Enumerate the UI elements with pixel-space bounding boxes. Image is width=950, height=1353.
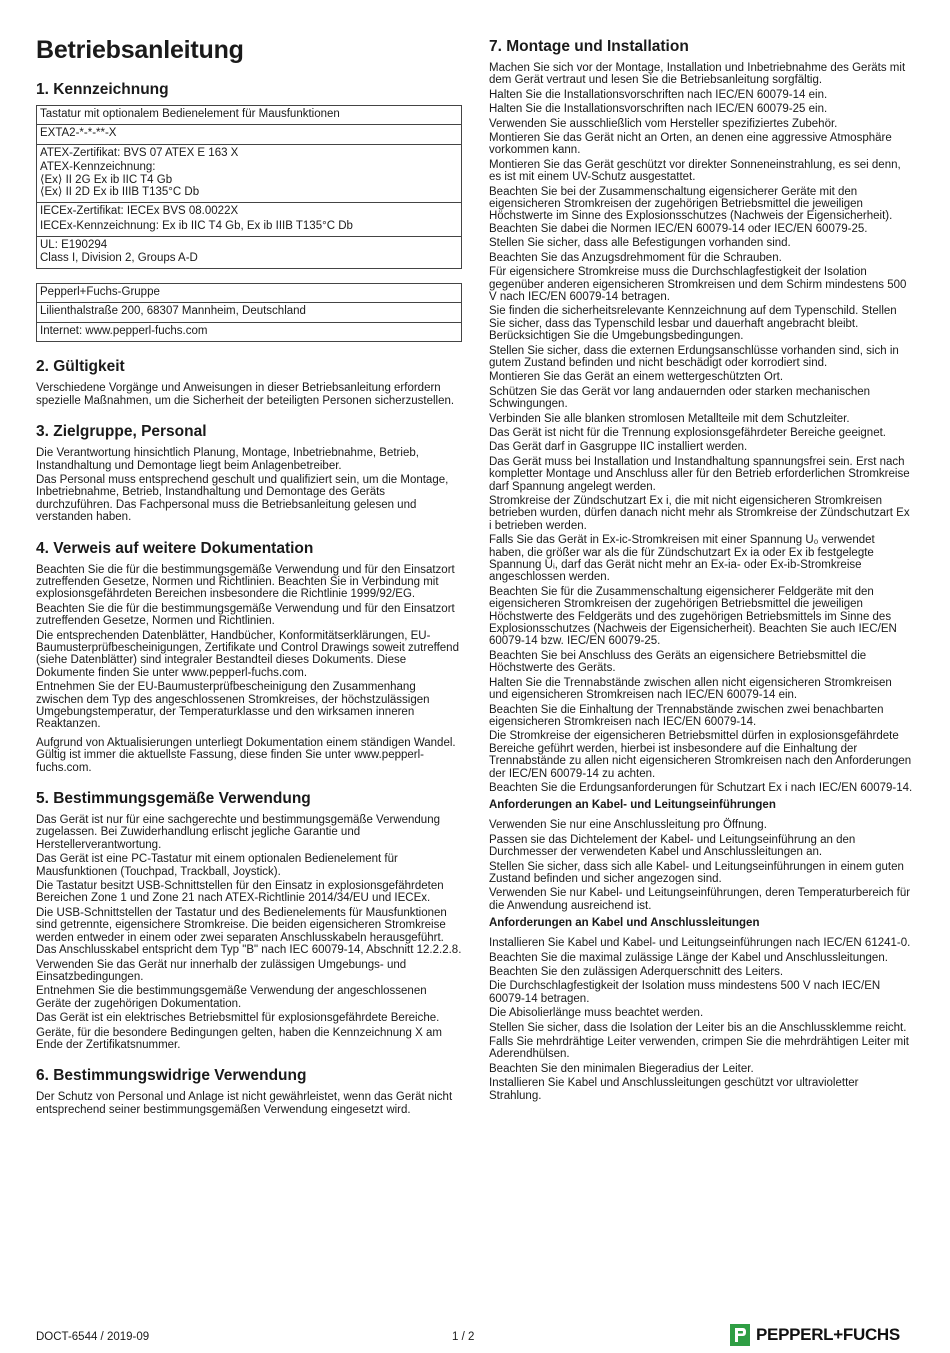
paragraph: Passen sie das Dichtelement der Kabel- und Leitungseinführung an den Durchmesser der verwendeten Kabel und Anschlussleitungen an. xyxy=(489,833,856,859)
paragraph: Die entsprechenden Datenblätter, Handbücher, Konformitätserklärungen, EU-Baumusterprüfbescheinigungen, Zertifikate und Control Drawings soweit zutreffend (siehe Datenblätter) sind integraler Bestandteil dieses Dokuments. Diese Dokumente finden Sie unter www.pepperl-fuchs.com. xyxy=(36,629,459,679)
manufacturer-line: Pepperl+Fuchs-Gruppe xyxy=(40,286,160,299)
paragraph: Montieren Sie das Gerät geschützt vor direkter Sonneneinstrahlung, es sei denn, es ist mit einem UV-Schutz ausgestattet. xyxy=(489,158,901,184)
paragraph: Installieren Sie Kabel und Kabel- und Leitungseinführungen nach IEC/EN 61241-0. xyxy=(489,937,911,950)
paragraph: Beachten Sie die für die bestimmungsgemäße Verwendung und für den Einsatzort zutreffenden Gesetze, Normen und Richtlinien. xyxy=(36,602,455,628)
marking-line: Class I, Division 2, Groups A-D xyxy=(40,251,198,264)
paragraph: Die Abisolierlänge muss beachtet werden. xyxy=(489,1007,704,1020)
paragraph: Halten Sie die Installationsvorschriften nach IEC/EN 60079-25 ein. xyxy=(489,103,828,116)
paragraph: Stellen Sie sicher, dass die Isolation der Leiter bis an die Anschlussklemme reicht. xyxy=(489,1021,907,1034)
manufacturer-cell xyxy=(37,323,461,341)
pf-logo-icon xyxy=(730,1324,750,1346)
marking-line: ⟨Ex⟩ II 2D Ex ib IIIB T135°C Db xyxy=(40,186,200,199)
paragraph: Die Verantwortung hinsichtlich Planung, Montage, Inbetriebnahme, Betrieb, Instandhaltung und Demontage liegt beim Anlagenbetreiber. xyxy=(36,447,419,472)
paragraph: Falls Sie mehrdrähtige Leiter verwenden, crimpen Sie die mehrdrähtigen Leiter mit Aderendhülsen. xyxy=(489,1036,909,1061)
paragraph: Beachten Sie die maximal zulässige Länge der Kabel und Anschlussleitungen. xyxy=(489,951,888,964)
paragraph: Das Gerät ist nur für eine sachgerechte und bestimmungsgemäße Verwendung zugelassen. Bei Zuwiderhandlung erlischt jegliche Garantie und Herstellerverantwortung. xyxy=(36,814,440,851)
paragraph: Das Gerät ist nicht für die Trennung explosionsgefährdeter Bereiche geeignet. xyxy=(489,426,886,439)
cable-paragraphs xyxy=(489,937,913,1102)
subheading-cable-entries: Anforderungen an Kabel- und Leitungseinführungen xyxy=(489,799,776,812)
manufacturer-table xyxy=(36,283,462,342)
paragraph: Beachten Sie die Einhaltung der Trennabstände zwischen zwei benachbarten eigensicheren Stromkreisen nach IEC/EN 60079-14. xyxy=(489,703,884,728)
paragraph: Halten Sie die Trennabstände zwischen allen nicht eigensicheren Stromkreisen und eigensicheren Stromkreisen nach IEC/EN 60079-14 ein. xyxy=(489,676,892,702)
paragraph: Sie finden die sicherheitsrelevante Kennzeichnung auf dem Typenschild. Stellen Sie sicher, dass das Typenschild lesbar und dauerhaft angebracht bleibt. Berücksichtigen Sie die Umgebungsbedingungen. xyxy=(489,305,897,343)
marking-line: ⟨Ex⟩ II 2G Ex ib IIC T4 Gb xyxy=(40,173,173,186)
installation-paragraphs xyxy=(489,62,913,794)
manufacturer-cell xyxy=(37,284,461,303)
marking-line: ATEX-Zertifikat: BVS 07 ATEX E 163 X xyxy=(40,146,239,159)
subheading-cables: Anforderungen an Kabel und Anschlussleitungen xyxy=(489,917,760,930)
right-column xyxy=(489,30,913,1104)
paragraph: Verschiedene Vorgänge und Anweisungen in dieser Betriebsanleitung erfordern spezielle Maßnahmen, um die Sicherheit der beteiligten Personen sicherzustellen. xyxy=(36,382,455,407)
paragraph: Das Gerät ist eine PC-Tastatur mit einem optionalen Bedienelement für Mausfunktionen (Touchpad, Trackball, Joystick). xyxy=(36,853,398,878)
document-title: Betriebsanleitung xyxy=(36,36,244,64)
paragraph: Der Schutz von Personal und Anlage ist nicht gewährleistet, wenn das Gerät nicht entsprechend seiner bestimmungsgemäßen Verwendung eingesetzt wird. xyxy=(36,1091,453,1116)
marking-cell xyxy=(37,125,461,144)
marking-line: ATEX-Kennzeichnung: xyxy=(40,161,156,174)
paragraph: Die Durchschlagfestigkeit der Isolation muss mindestens 500 V nach IEC/EN 60079-14 betragen. xyxy=(489,980,881,1005)
paragraph: Beachten Sie das Anzugsdrehmoment für die Schrauben. xyxy=(489,251,782,264)
paragraph: Das Gerät muss bei Installation und Instandhaltung spannungsfrei sein. Erst nach kompletter Montage und Anschluss aller für den Betrieb erforderlichen Stromkreise darf Spannung angelegt werden. xyxy=(489,455,910,493)
paragraph: Halten Sie die Installationsvorschriften nach IEC/EN 60079-14 ein. xyxy=(489,88,828,101)
paragraph: Die Stromkreise der eigensicheren Betriebsmittel dürfen in explosionsgefährdete Bereiche geführt werden, hierbei ist insbesondere auf die Einhaltung der Trennabstände zu allen nicht eigensicheren Stromkreisen nach den Anforderungen der IEC/EN 60079-14 zu achten. xyxy=(489,730,912,780)
paragraph: Entnehmen Sie der EU-Baumusterprüfbescheinigung den Zusammenhang zwischen dem Typ des angeschlossenen Stromkreises, der höchstzulässigen Umgebungstemperatur, der Temperaturklasse und den wirksamen inneren Reaktanzen. xyxy=(36,681,430,731)
paragraph: Das Gerät ist ein elektrisches Betriebsmittel für explosionsgefährdete Bereiche. xyxy=(36,1012,440,1025)
paragraph: Verwenden Sie das Gerät nur innerhalb der zulässigen Umgebungs- und Einsatzbedingungen. xyxy=(36,958,407,983)
paragraph: Machen Sie sich vor der Montage, Installation und Inbetriebnahme des Geräts mit dem Gerät vertraut und lesen Sie die Betriebsanleitung sorgfältig. xyxy=(489,62,906,87)
paragraph: Beachten Sie den zulässigen Aderquerschnitt des Leiters. xyxy=(489,966,784,978)
paragraph: Geräte, für die besondere Bedingungen gelten, haben die Kennzeichnung X am Ende der Zertifikatsnummer. xyxy=(36,1026,442,1051)
marking-cell xyxy=(37,106,461,125)
marking-line: EXTA2-*-*-**-X xyxy=(40,127,117,140)
manufacturer-line: Lilienthalstraße 200, 68307 Mannheim, Deutschland xyxy=(40,305,306,318)
paragraph: Stellen Sie sicher, dass alle Befestigungen vorhanden sind. xyxy=(489,237,791,250)
paragraph: Beachten Sie bei der Zusammenschaltung eigensicherer Geräte mit den eigensicheren Stromkreisen der zugehörigen Betriebsmittel die jeweiligen Höchstwerte im Sinne des Explosionsschutzes (Nachweis der Eigensicherheit). Beachten Sie dabei die Normen IEC/EN 60079-14 oder IEC/EN 60079-25. xyxy=(489,185,893,235)
section-heading-1: 1. Kennzeichnung xyxy=(36,81,169,98)
paragraph: Das Personal muss entsprechend geschult und qualifiziert sein, um die Montage, Inbetriebnahme, Betrieb, Instandhaltung und Demontage des Geräts durchzuführen. Das Fachpersonal muss die Betriebsanleitung gelesen und verstanden haben. xyxy=(36,473,449,524)
paragraph: Installieren Sie Kabel und Anschlussleitungen geschützt vor ultravioletter Strahlung. xyxy=(489,1077,859,1102)
paragraph: Verbinden Sie alle blanken stromlosen Metallteile mit dem Schutzleiter. xyxy=(489,412,850,425)
marking-table xyxy=(36,105,462,269)
paragraph: Für eigensichere Stromkreise muss die Durchschlagfestigkeit der Isolation gegenüber anderen eigensicheren Stromkreisen und dem Schirm mindestens 500 V nach IEC/EN 60079-14 betragen. xyxy=(489,266,907,303)
marking-line: UL: E190294 xyxy=(40,239,108,252)
paragraph: Aufgrund von Aktualisierungen unterliegt Dokumentation einem ständigen Wandel. Gültig ist immer die aktuellste Fassung, diese finden Sie unter www.pepperl-fuchs.com. xyxy=(36,736,456,774)
company-logo xyxy=(730,1324,900,1346)
paragraph: Montieren Sie das Gerät an einem wettergeschützten Ort. xyxy=(489,371,784,384)
document-code: DOCT-6544 / 2019-09 xyxy=(36,1331,150,1343)
paragraph: Montieren Sie das Gerät nicht an Orten, an denen eine aggressive Atmosphäre vorkommen kann. xyxy=(489,132,892,157)
section-heading-4: 4. Verweis auf weitere Dokumentation xyxy=(36,539,314,557)
paragraph: Beachten Sie bei Anschluss des Geräts an eigensichere Betriebsmittel die Höchstwerte des Geräts. xyxy=(489,649,867,675)
paragraph: Beachten Sie den minimalen Biegeradius der Leiter. xyxy=(489,1062,754,1075)
left-column xyxy=(36,30,462,1118)
marking-cell xyxy=(37,203,461,237)
paragraph: Beachten Sie für die Zusammenschaltung eigensicherer Feldgeräte mit den eigensicheren Stromkreisen der zugehörigen Betriebsmittel die jeweiligen Höchstwerte des Feldgeräts und des zugehörigen Betriebsmittels im Sinne des Explosionsschutzes (Nachweis der Eigensicherheit). Beachten Sie auch IEC/EN 60079-14 bzw. IEC/EN 60079-25. xyxy=(489,585,897,648)
paragraph: Stellen Sie sicher, dass sich alle Kabel- und Leitungseinführungen in einem guten Zustand befinden und sicher angezogen sind. xyxy=(489,860,904,885)
manufacturer-cell xyxy=(37,303,461,322)
marking-line: IECEx-Zertifikat: IECEx BVS 08.0022X xyxy=(40,205,239,218)
paragraph: Beachten Sie die Erdungsanforderungen für Schutzart Ex i nach IEC/EN 60079-14. xyxy=(489,781,913,794)
section-heading-7: 7. Montage und Installation xyxy=(489,38,689,55)
paragraph: Verwenden Sie nur Kabel- und Leitungseinführungen, deren Temperaturbereich für die Anwendung ausreichend ist. xyxy=(489,887,911,912)
marking-line: Tastatur mit optionalem Bedienelement für Mausfunktionen xyxy=(40,108,340,120)
section-heading-6: 6. Bestimmungswidrige Verwendung xyxy=(36,1067,307,1085)
marking-cell xyxy=(37,145,461,204)
paragraph: Stellen Sie sicher, dass die externen Erdungsanschlüsse vorhanden sind, sich in gutem Zustand befinden und nicht beschädigt oder korrodiert sind. xyxy=(489,344,899,369)
paragraph: Schützen Sie das Gerät vor lang andauernden oder starken mechanischen Schwingungen. xyxy=(489,385,871,411)
paragraph: Stromkreise der Zündschutzart Ex i, die mit nicht eigensicheren Stromkreisen betrieben wurden, dürfen danach nicht mehr als Stromkreise der Zündschutzart Ex i betrieben werden. xyxy=(489,495,910,532)
page-number: 1 / 2 xyxy=(452,1331,475,1343)
cable-entry-paragraphs xyxy=(489,819,913,912)
paragraph: Beachten Sie die für die bestimmungsgemäße Verwendung und für den Einsatzort zutreffenden Gesetze, Normen und Richtlinien. Beachten Sie in Verbindung mit explosionsgefährdeten Bereichen insbesondere die Richtlinie 1999/92/EG. xyxy=(36,563,455,601)
marking-line: IECEx-Kennzeichnung: Ex ib IIC T4 Gb, Ex ib IIIB T135°C Db xyxy=(40,219,353,232)
paragraph: Verwenden Sie nur eine Anschlussleitung pro Öffnung. xyxy=(489,819,767,832)
marking-cell xyxy=(37,237,461,268)
paragraph: Verwenden Sie ausschließlich vom Hersteller spezifiziertes Zubehör. xyxy=(489,117,838,130)
paragraph: Entnehmen Sie die bestimmungsgemäße Verwendung der angeschlossenen Geräte der zugehörigen Dokumentation. xyxy=(36,985,427,1010)
paragraph: Die Tastatur besitzt USB-Schnittstellen für den Einsatz in explosionsgefährdeten Bereichen Zone 1 und Zone 21 nach ATEX-Richtlinie 2014/34/EU und IECEx. xyxy=(36,880,444,905)
section-heading-3: 3. Zielgruppe, Personal xyxy=(36,423,207,441)
section-heading-2: 2. Gültigkeit xyxy=(36,358,125,376)
paragraph: Die USB-Schnittstellen der Tastatur und des Bedienelements für Mausfunktionen sind getrennte, eigensichere Stromkreise. Die beiden eigensicheren Stromkreise werden entweder in einem oder zwei separaten Anschlusskabeln herausgeführt. Das Anschlusskabel entspricht dem Typ "B" nach IEC 60079-14, Abschnitt 12.2.2.8. xyxy=(36,906,462,957)
section-heading-5: 5. Bestimmungsgemäße Verwendung xyxy=(36,790,311,808)
manufacturer-line: Internet: www.pepperl-fuchs.com xyxy=(40,324,208,337)
logo-text: PEPPERL+FUCHS xyxy=(756,1325,900,1344)
paragraph: Falls Sie das Gerät in Ex-ic-Stromkreisen mit einer Spannung U₀ verwendet haben, die größer war als die für Zündschutzart Ex ia oder Ex ib festgelegte Spannung Uᵢ, darf das Gerät nicht mehr an Ex-ia- oder Ex-ib-Stromkreise angeschlossen werden. xyxy=(489,534,875,584)
paragraph: Das Gerät darf in Gasgruppe IIC installiert werden. xyxy=(489,441,748,454)
